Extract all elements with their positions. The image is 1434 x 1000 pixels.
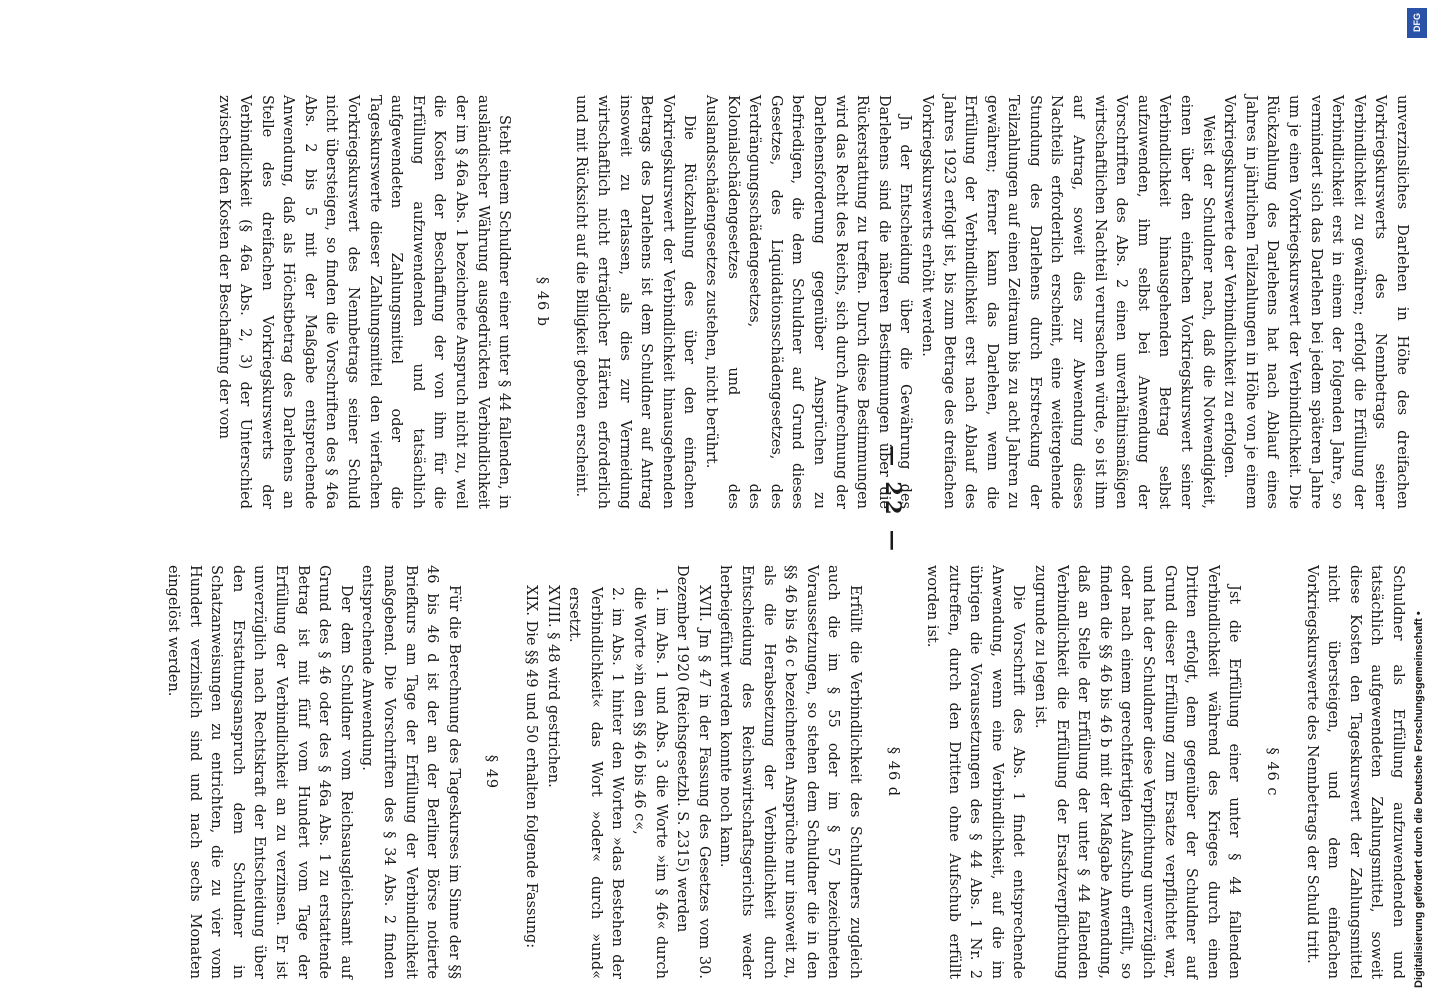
paragraph: Erfüllt die Verbindlichkeit des Schuldners zugleich auch die im § 55 oder im § 57 bezeichneten Voraussetzungen, so stehen dem Schuldner die in den §§ 46 bis 46 c bezeichneten Ansprüche nur insoweit zu, als die Herabsetzung der Verbindlichkeit durch Entscheidung des Reichswirtschaftsgerichts weder herbeigeführt werden konnte noch kann. xyxy=(717,565,863,979)
watermark-text: Digitalisierung gefördert durch die Deutsche Forschungsgemeinschaft • xyxy=(1413,611,1425,988)
list-item: 1. im Abs. 1 und Abs. 3 die Worte »im § 46« durch die Worte »in den §§ 46 bis 46 c«, xyxy=(631,587,669,979)
paragraph: Die Vorschrift des Abs. 1 findet entsprechende Anwendung, wenn eine Verbindlichkeit, auf die im übrigen die Voraussetzungen des § 44 Abs. 1 Nr. 2 zutreffen, durch den Dritten ohne Aufschub erfüllt worden ist. xyxy=(924,565,1027,979)
paragraph: Steht einem Schuldner einer unter § 44 fallenden, in ausländischer Währung ausgedrückten Verbindlichkeit der im § 46a Abs. 1 bezeichnete Anspruch nicht zu, weil die Kosten der Beschaffung der von ihm für die Erfüllung aufzuwendenden und tatsächlich aufgewendeten Zahlungsmittel oder die Tageskurswerte dieser Zahlungsmittel den vierfachen Vorkriegskurswert des Nennbetrags seiner Schuld nicht übersteigen, so finden die Vorschriften des § 46a Abs. 2 bis 5 mit der Maßgabe entsprechende Anwendung, daß als Höchstbetrag des Darlehens an Stelle des dreifachen Vorkriegskurswerts der Verbindlichkeit (§ 46a Abs. 2, 3) der Unterschied zwischen den Kosten der Beschaffung der vom xyxy=(215,95,513,509)
paragraph: Jn der Entscheidung über die Gewährung des Darlehens sind die näheren Bestimmungen über die Rückerstattung zu treffen. Durch diese Bestimmungen wird das Recht des Reichs, sich durch Aufrechnung der Darlehensforderung gegenüber Ansprüchen zu befriedigen, die dem Schuldner auf Grund dieses Gesetzes, des Liquidationsschädengesetzes, des Verdrängungsschädengesetzes, des Kolonialschädengesetzes und des Auslandsschädengesetzes zustehen, nicht berührt. xyxy=(703,95,914,509)
section-heading: § 49 xyxy=(483,754,500,790)
paragraph: unverzinsliches Darlehen in Höhe des dreifachen Vorkriegskurswerts des Nennbetrags seiner Verbindlichkeit zu gewähren; erfolgt die Erfüllung der Verbindlichkeit erst in einem der folgenden Jahre, so vermindert sich das Darlehen bei jedem späteren Jahre um je einen Vorkriegskurswert der Verbindlichkeit. Die Rückzahlung des Darlehens hat nach Ablauf eines Jahres in jährlichen Teilzahlungen in Höhe von je einem Vorkriegskurswerte der Verbindlichkeit zu erfolgen. xyxy=(1221,95,1410,509)
paragraph: Schuldner als Erfüllung aufzuwendenden und tatsächlich aufgewendeten Zahlungsmittel, soweit diese Kosten den Tageskurswert der Zahlungsmittel nicht übersteigen, und dem einfachen Vorkriegskurswerte des Nennbetrags der Schuld tritt. xyxy=(1303,565,1406,979)
paragraph: XIX. Die §§ 49 und 50 erhalten folgende Fassung: xyxy=(523,585,540,949)
paragraph: Der dem Schuldner vom Reichsausgleichsamt auf Grund des § 46 oder des § 46a Abs. 1 zu erstattende Betrag ist mit fünf vom Hundert vom Tage der Erfüllung der Verbindlichkeit an zu verzinsen. Er ist unverzüglich nach Rechtskraft der Entscheidung über den Erstattungsanspruch dem Schuldner in Schatzanweisungen zu entrichten, die zu vier vom Hundert verzinslich sind und nach sechs Monaten eingelöst werden. xyxy=(165,565,354,979)
dfg-logo-icon: DFG xyxy=(1407,8,1427,38)
right-text-column xyxy=(162,565,1408,979)
list-item: 2. im Abs. 1 hinter den Worten »das Bestehen der Verbindlichkeit« das Wort »oder« durch »und« ersetzt. xyxy=(566,587,626,979)
left-text-column xyxy=(212,95,1412,509)
paragraph: XVIII. § 48 wird gestrichen. xyxy=(544,585,561,788)
section-heading: § 46 c xyxy=(1264,747,1281,797)
section-heading: § 46 d xyxy=(884,746,901,798)
paragraph: Für die Berechnung des Tageskurses im Sinne der §§ 46 bis 46 d ist der an der Berliner Börse notierte Briefkurs am Tage der Erfüllung der Verbindlichkeit maßgebend. Die Vorschriften des § 34 Abs. 2 finden entsprechende Anwendung. xyxy=(359,565,462,979)
page-number: — 22 — xyxy=(881,445,906,555)
paragraph: Jst die Erfüllung einer unter § 44 fallenden Verbindlichkeit während des Krieges durch einen Dritten erfolgt, dem gegenüber der Schuldner auf Grund dieser Erfüllung zum Ersatze verpflichtet war, und hat der Schuldner diese Verpflichtung unverzüglich oder nach einem gerechtfertigten Aufschub erfüllt, so finden die §§ 46 bis 46 b mit der Maßgabe Anwendung, daß an Stelle der Erfüllung der unter § 44 fallenden Verbindlichkeit die Erfüllung der Ersatzverpflichtung zugrunde zu legen ist. xyxy=(1032,565,1243,979)
paragraph: Weist der Schuldner nach, daß die Notwendigkeit, einen über den einfachen Vorkriegskurswert seiner Verbindlichkeit hinausgehenden Betrag selbst aufzuwenden, ihm selbst bei Anwendung der Vorschriften des Abs. 2 einen unverhältnismäßigen wirtschaftlichen Nachteil verursachen würde, so ist ihm auf Antrag, soweit dies zur Abwendung dieses Nachteils erforderlich erscheint, eine weitergehende Stundung des Darlehens durch Erstreckung der Teilzahlungen auf einen Zeitraum bis zu acht Jahren zu gewähren; ferner kann das Darlehen, wenn die Erfüllung der Verbindlichkeit erst nach Ablauf des Jahres 1923 erfolgt ist, bis zum Betrage des dreifachen Vorkriegskurswerts erhöht werden. xyxy=(918,95,1216,509)
paragraph: Die Rückzahlung des über den einfachen Vorkriegskurswert der Verbindlichkeit hinausgehenden Betrags des Darlehens ist dem Schuldner auf Antrag insoweit zu erlassen, als dies zur Vermeidung wirtschaftlich nicht erträglicher Härten erforderlich und mit Rücksicht auf die Billigkeit geboten erscheint. xyxy=(573,95,698,509)
paragraph: XVII. Jm § 47 in der Fassung des Gesetzes vom 30. Dezember 1920 (Reichsgesetzbl. S. 2315) werden xyxy=(674,565,712,979)
digitization-watermark xyxy=(1404,0,1434,1000)
section-heading: § 46 b xyxy=(533,276,550,328)
